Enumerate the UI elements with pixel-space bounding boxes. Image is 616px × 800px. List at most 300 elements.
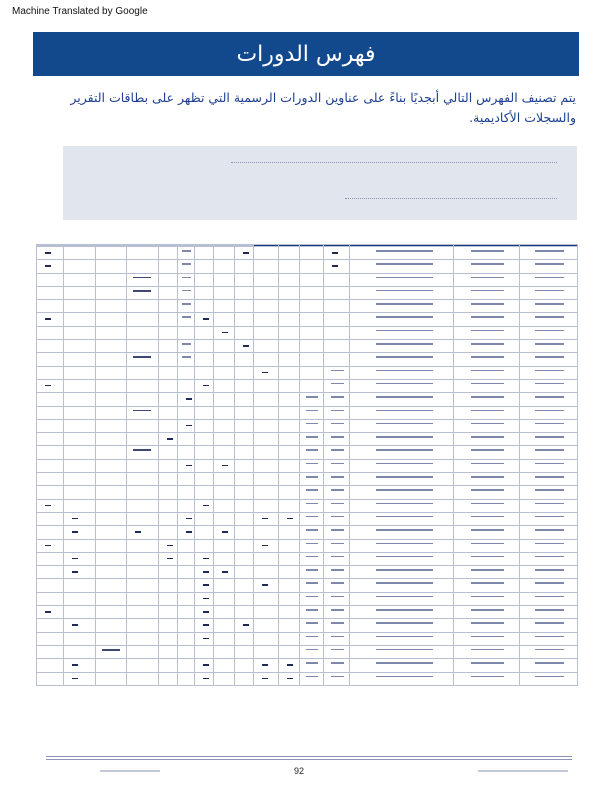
table-cell bbox=[520, 340, 578, 353]
table-cell bbox=[214, 632, 235, 645]
cell-text bbox=[133, 356, 151, 358]
dash-mark bbox=[332, 252, 338, 254]
table-cell bbox=[159, 526, 178, 539]
table-cell bbox=[279, 473, 300, 486]
table-cell bbox=[127, 419, 159, 432]
table-cell bbox=[350, 606, 454, 619]
cell-text bbox=[331, 516, 344, 518]
table-cell bbox=[195, 645, 214, 658]
table-cell bbox=[300, 353, 324, 366]
dash-mark bbox=[203, 598, 209, 600]
table-cell bbox=[159, 539, 178, 552]
table-cell bbox=[520, 659, 578, 672]
table-cell bbox=[195, 260, 214, 273]
table-cell bbox=[195, 552, 214, 565]
table-cell bbox=[300, 619, 324, 632]
table-cell bbox=[254, 260, 279, 273]
dash-mark bbox=[203, 678, 209, 680]
cell-text bbox=[331, 476, 344, 478]
table-cell bbox=[214, 379, 235, 392]
table-cell bbox=[279, 499, 300, 512]
table-cell bbox=[214, 273, 235, 286]
cell-text bbox=[535, 277, 564, 279]
table-cell bbox=[96, 539, 127, 552]
table-cell bbox=[454, 379, 520, 392]
table-cell bbox=[454, 552, 520, 565]
table-row bbox=[37, 313, 578, 326]
cell-text bbox=[535, 556, 564, 558]
table-cell bbox=[178, 566, 195, 579]
table-cell bbox=[37, 552, 64, 565]
dash-mark bbox=[45, 611, 51, 613]
table-cell bbox=[214, 526, 235, 539]
table-cell bbox=[214, 659, 235, 672]
cell-text bbox=[471, 343, 504, 345]
table-cell bbox=[159, 566, 178, 579]
table-cell bbox=[300, 632, 324, 645]
table-cell bbox=[64, 512, 96, 525]
table-cell bbox=[195, 247, 214, 260]
table-cell bbox=[178, 606, 195, 619]
table-cell bbox=[178, 300, 195, 313]
table-cell bbox=[159, 659, 178, 672]
table-cell bbox=[454, 645, 520, 658]
table-cell bbox=[195, 632, 214, 645]
table-cell bbox=[214, 539, 235, 552]
table-cell bbox=[195, 326, 214, 339]
table-cell bbox=[127, 353, 159, 366]
table-cell bbox=[159, 473, 178, 486]
table-cell bbox=[350, 539, 454, 552]
cell-text bbox=[471, 463, 504, 465]
cell-text bbox=[306, 463, 318, 465]
dash-mark bbox=[203, 664, 209, 666]
table-cell bbox=[300, 273, 324, 286]
table-cell bbox=[96, 473, 127, 486]
dash-mark bbox=[72, 558, 78, 560]
table-cell bbox=[64, 632, 96, 645]
cell-text bbox=[535, 569, 564, 571]
table-cell bbox=[520, 247, 578, 260]
table-cell bbox=[254, 499, 279, 512]
table-cell bbox=[279, 406, 300, 419]
table-cell bbox=[178, 286, 195, 299]
table-cell bbox=[64, 539, 96, 552]
table-cell bbox=[279, 659, 300, 672]
table-cell bbox=[64, 393, 96, 406]
table-cell bbox=[195, 286, 214, 299]
table-row bbox=[37, 486, 578, 499]
table-cell bbox=[454, 579, 520, 592]
table-cell bbox=[178, 619, 195, 632]
table-cell bbox=[279, 433, 300, 446]
table-cell bbox=[300, 286, 324, 299]
table-cell bbox=[159, 592, 178, 605]
table-cell bbox=[96, 353, 127, 366]
table-cell bbox=[254, 247, 279, 260]
cell-text bbox=[376, 676, 433, 678]
cell-text bbox=[471, 436, 504, 438]
table-cell bbox=[127, 566, 159, 579]
cell-text bbox=[331, 463, 344, 465]
cell-text bbox=[306, 543, 318, 545]
cell-text bbox=[535, 636, 564, 638]
cell-text bbox=[376, 277, 433, 279]
table-cell bbox=[235, 552, 254, 565]
table-cell bbox=[324, 340, 350, 353]
table-cell bbox=[254, 300, 279, 313]
table-cell bbox=[279, 672, 300, 685]
table-cell bbox=[300, 300, 324, 313]
cell-text bbox=[331, 370, 344, 372]
table-cell bbox=[127, 645, 159, 658]
cell-text bbox=[535, 489, 564, 491]
dash-mark bbox=[203, 571, 209, 573]
table-row bbox=[37, 499, 578, 512]
table-cell bbox=[300, 645, 324, 658]
cell-text bbox=[471, 396, 504, 398]
table-cell bbox=[235, 260, 254, 273]
cell-text bbox=[376, 529, 433, 531]
table-row bbox=[37, 446, 578, 459]
table-cell bbox=[214, 300, 235, 313]
table-cell bbox=[127, 326, 159, 339]
cell-text bbox=[376, 290, 433, 292]
table-cell bbox=[214, 366, 235, 379]
table-cell bbox=[64, 247, 96, 260]
table-cell bbox=[96, 659, 127, 672]
table-cell bbox=[520, 326, 578, 339]
table-cell bbox=[300, 526, 324, 539]
table-cell bbox=[96, 260, 127, 273]
cell-text bbox=[535, 516, 564, 518]
table-cell bbox=[37, 379, 64, 392]
table-cell bbox=[235, 473, 254, 486]
table-cell bbox=[159, 672, 178, 685]
dash-mark bbox=[262, 545, 268, 547]
table-cell bbox=[300, 366, 324, 379]
table-cell bbox=[96, 340, 127, 353]
table-cell bbox=[324, 286, 350, 299]
cell-text bbox=[376, 489, 433, 491]
table-cell bbox=[254, 473, 279, 486]
table-cell bbox=[300, 379, 324, 392]
table-cell bbox=[96, 512, 127, 525]
table-cell bbox=[96, 446, 127, 459]
cell-text bbox=[471, 569, 504, 571]
table-cell bbox=[520, 379, 578, 392]
cell-text bbox=[376, 569, 433, 571]
dash-mark bbox=[167, 438, 173, 440]
cell-text bbox=[535, 330, 564, 332]
table-cell bbox=[300, 326, 324, 339]
cell-text bbox=[535, 356, 564, 358]
cell-text bbox=[535, 503, 564, 505]
table-cell bbox=[195, 619, 214, 632]
table-cell bbox=[159, 552, 178, 565]
dash-mark bbox=[203, 638, 209, 640]
table-cell bbox=[454, 592, 520, 605]
dash-mark bbox=[45, 385, 51, 387]
dash-mark bbox=[262, 678, 268, 680]
cell-text bbox=[471, 543, 504, 545]
table-cell bbox=[254, 366, 279, 379]
dash-mark bbox=[72, 531, 78, 533]
table-cell bbox=[195, 379, 214, 392]
table-cell bbox=[159, 353, 178, 366]
table-cell bbox=[324, 300, 350, 313]
table-cell bbox=[195, 366, 214, 379]
table-cell bbox=[159, 579, 178, 592]
cell-text bbox=[376, 649, 433, 651]
table-cell bbox=[300, 552, 324, 565]
footer-left-text bbox=[100, 770, 160, 772]
table-cell bbox=[254, 512, 279, 525]
table-cell bbox=[214, 499, 235, 512]
table-cell bbox=[350, 486, 454, 499]
cell-text bbox=[306, 582, 318, 584]
table-cell bbox=[96, 393, 127, 406]
table-cell bbox=[37, 286, 64, 299]
table-row bbox=[37, 526, 578, 539]
table-cell bbox=[178, 419, 195, 432]
cell-text bbox=[376, 436, 433, 438]
cell-text bbox=[306, 436, 318, 438]
table-cell bbox=[127, 486, 159, 499]
table-cell bbox=[159, 247, 178, 260]
table-cell bbox=[324, 433, 350, 446]
table-cell bbox=[520, 539, 578, 552]
table-cell bbox=[279, 645, 300, 658]
table-cell bbox=[235, 353, 254, 366]
table-cell bbox=[279, 326, 300, 339]
table-cell bbox=[159, 340, 178, 353]
cell-text bbox=[376, 556, 433, 558]
table-cell bbox=[454, 247, 520, 260]
dash-mark bbox=[222, 465, 228, 467]
table-cell bbox=[127, 260, 159, 273]
dash-mark bbox=[287, 664, 293, 666]
table-cell bbox=[324, 619, 350, 632]
table-cell bbox=[279, 606, 300, 619]
table-cell bbox=[214, 619, 235, 632]
table-cell bbox=[37, 326, 64, 339]
table-cell bbox=[214, 552, 235, 565]
table-row bbox=[37, 260, 578, 273]
table-cell bbox=[279, 486, 300, 499]
dash-mark bbox=[262, 518, 268, 520]
cell-text bbox=[182, 263, 191, 265]
table-cell bbox=[178, 659, 195, 672]
table-cell bbox=[454, 366, 520, 379]
cell-text bbox=[331, 649, 344, 651]
table-cell bbox=[254, 619, 279, 632]
table-cell bbox=[235, 619, 254, 632]
dash-mark bbox=[186, 518, 192, 520]
cell-text bbox=[471, 263, 504, 265]
cell-text bbox=[306, 596, 318, 598]
table-cell bbox=[279, 459, 300, 472]
table-cell bbox=[96, 419, 127, 432]
table-cell bbox=[454, 632, 520, 645]
table-cell bbox=[279, 300, 300, 313]
cell-text bbox=[376, 396, 433, 398]
table-cell bbox=[235, 273, 254, 286]
cell-text bbox=[182, 290, 191, 292]
cell-text bbox=[471, 489, 504, 491]
cell-text bbox=[535, 609, 564, 611]
table-cell bbox=[37, 499, 64, 512]
cell-text bbox=[331, 529, 344, 531]
table-cell bbox=[520, 419, 578, 432]
table-row bbox=[37, 379, 578, 392]
table-cell bbox=[350, 672, 454, 685]
table-cell bbox=[350, 619, 454, 632]
table-cell bbox=[300, 313, 324, 326]
table-cell bbox=[324, 499, 350, 512]
table-cell bbox=[324, 353, 350, 366]
table-cell bbox=[254, 486, 279, 499]
table-cell bbox=[235, 313, 254, 326]
table-cell bbox=[520, 499, 578, 512]
table-cell bbox=[127, 606, 159, 619]
table-cell bbox=[254, 433, 279, 446]
dash-mark bbox=[45, 265, 51, 267]
table-cell bbox=[520, 300, 578, 313]
cell-text bbox=[306, 489, 318, 491]
table-cell bbox=[159, 379, 178, 392]
table-cell bbox=[127, 473, 159, 486]
table-cell bbox=[96, 499, 127, 512]
cell-text bbox=[471, 449, 504, 451]
table-cell bbox=[235, 406, 254, 419]
cell-text bbox=[306, 423, 318, 425]
cell-text bbox=[306, 636, 318, 638]
table-cell bbox=[178, 366, 195, 379]
table-cell bbox=[324, 645, 350, 658]
table-cell bbox=[37, 353, 64, 366]
table-cell bbox=[178, 260, 195, 273]
table-cell bbox=[300, 446, 324, 459]
table-cell bbox=[454, 340, 520, 353]
table-cell bbox=[178, 273, 195, 286]
table-cell bbox=[324, 247, 350, 260]
table-cell bbox=[195, 273, 214, 286]
dash-mark bbox=[186, 398, 192, 400]
table-cell bbox=[96, 606, 127, 619]
table-cell bbox=[64, 645, 96, 658]
table-cell bbox=[279, 566, 300, 579]
table-cell bbox=[37, 672, 64, 685]
table-cell bbox=[64, 459, 96, 472]
dash-mark bbox=[45, 545, 51, 547]
cell-text bbox=[471, 662, 504, 664]
cell-text bbox=[331, 556, 344, 558]
cell-text bbox=[471, 370, 504, 372]
table-cell bbox=[300, 340, 324, 353]
table-cell bbox=[235, 433, 254, 446]
table-cell bbox=[96, 552, 127, 565]
table-cell bbox=[279, 632, 300, 645]
table-cell bbox=[324, 313, 350, 326]
table-cell bbox=[454, 499, 520, 512]
table-cell bbox=[350, 526, 454, 539]
dash-mark bbox=[186, 465, 192, 467]
table-cell bbox=[520, 433, 578, 446]
dash-mark bbox=[243, 252, 249, 254]
table-cell bbox=[178, 592, 195, 605]
cell-text bbox=[331, 609, 344, 611]
cell-text bbox=[535, 410, 564, 412]
table-cell bbox=[350, 366, 454, 379]
table-cell bbox=[195, 313, 214, 326]
table-row bbox=[37, 300, 578, 313]
table-cell bbox=[64, 552, 96, 565]
table-cell bbox=[520, 526, 578, 539]
cell-text bbox=[376, 609, 433, 611]
dash-mark bbox=[186, 425, 192, 427]
table-cell bbox=[178, 473, 195, 486]
table-cell bbox=[324, 512, 350, 525]
cell-text bbox=[535, 529, 564, 531]
table-cell bbox=[178, 486, 195, 499]
table-cell bbox=[127, 446, 159, 459]
table-cell bbox=[96, 247, 127, 260]
table-cell bbox=[159, 499, 178, 512]
cell-text bbox=[535, 383, 564, 385]
cell-text bbox=[306, 503, 318, 505]
cell-text bbox=[102, 649, 120, 651]
cell-text bbox=[133, 290, 151, 292]
table-cell bbox=[254, 526, 279, 539]
table-cell bbox=[214, 459, 235, 472]
cell-text bbox=[376, 516, 433, 518]
table-cell bbox=[454, 300, 520, 313]
table-row bbox=[37, 247, 578, 260]
table-cell bbox=[127, 659, 159, 672]
table-cell bbox=[64, 606, 96, 619]
table-cell bbox=[127, 632, 159, 645]
table-row bbox=[37, 433, 578, 446]
table-cell bbox=[127, 300, 159, 313]
dash-mark bbox=[203, 611, 209, 613]
table-cell bbox=[520, 606, 578, 619]
table-cell bbox=[520, 353, 578, 366]
cell-text bbox=[376, 316, 433, 318]
cell-text bbox=[471, 383, 504, 385]
table-cell bbox=[127, 512, 159, 525]
table-cell bbox=[350, 632, 454, 645]
dash-mark bbox=[222, 571, 228, 573]
table-cell bbox=[96, 326, 127, 339]
table-cell bbox=[454, 406, 520, 419]
table-cell bbox=[214, 592, 235, 605]
cell-text bbox=[535, 423, 564, 425]
cell-text bbox=[306, 662, 318, 664]
table-cell bbox=[279, 526, 300, 539]
table-cell bbox=[127, 592, 159, 605]
table-cell bbox=[159, 260, 178, 273]
table-cell bbox=[235, 366, 254, 379]
table-cell bbox=[178, 433, 195, 446]
table-cell bbox=[37, 260, 64, 273]
cell-text bbox=[331, 449, 344, 451]
table-cell bbox=[324, 659, 350, 672]
table-cell bbox=[96, 286, 127, 299]
cell-text bbox=[535, 250, 564, 252]
dash-mark bbox=[332, 265, 338, 267]
table-cell bbox=[127, 379, 159, 392]
